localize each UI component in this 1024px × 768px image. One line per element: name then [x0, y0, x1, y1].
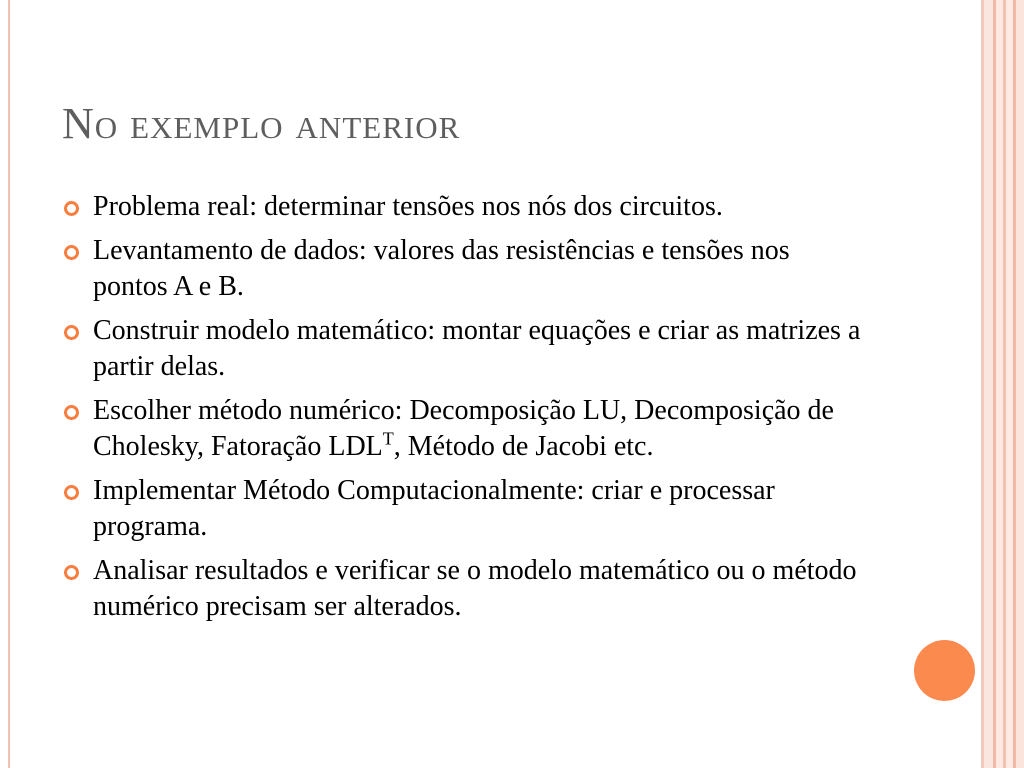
- bullet-item: [64, 393, 864, 465]
- right-decorative-stripe: [1006, 0, 1013, 768]
- bullet-item: [64, 189, 864, 225]
- bullet-text: Problema real: determinar tensões nos nós dos circuitos.: [93, 191, 723, 222]
- decorative-orange-circle: [914, 640, 975, 701]
- right-decorative-stripe: [984, 0, 993, 768]
- bullet-circle-icon: [64, 325, 79, 340]
- bullet-circle-icon: [64, 485, 79, 500]
- bullet-circle-icon: [64, 405, 79, 420]
- left-border-line: [8, 0, 10, 768]
- bullet-text: Implementar Método Computacionalmente: criar e processar programa.: [93, 475, 775, 542]
- bullet-text: Construir modelo matemático: montar equações e criar as matrizes a partir delas.: [93, 315, 861, 382]
- bullet-text-part: Escolher método numérico: Decomposição LU, Decomposição de Cholesky, Fatoração LDL: [93, 395, 834, 462]
- bullet-text: Levantamento de dados: valores das resistências e tensões nos pontos A e B.: [93, 235, 790, 302]
- bullet-item: [64, 553, 864, 625]
- right-decorative-stripe: [996, 0, 1003, 768]
- bullet-text: [93, 395, 834, 462]
- bullet-text-part: , Método de Jacobi etc.: [393, 431, 654, 462]
- right-decorative-stripe: [1016, 0, 1024, 768]
- bullet-circle-icon: [64, 245, 79, 260]
- bullet-item: [64, 473, 864, 545]
- superscript-t: T: [382, 428, 394, 449]
- bullet-item: [64, 233, 864, 305]
- bullet-item: [64, 313, 864, 385]
- bullet-text: Analisar resultados e verificar se o modelo matemático ou o método numérico precisam ser alterados.: [93, 555, 857, 622]
- bullet-list: [64, 189, 864, 633]
- slide-title: No exemplo anterior: [62, 99, 461, 148]
- bullet-circle-icon: [64, 201, 79, 216]
- bullet-circle-icon: [64, 565, 79, 580]
